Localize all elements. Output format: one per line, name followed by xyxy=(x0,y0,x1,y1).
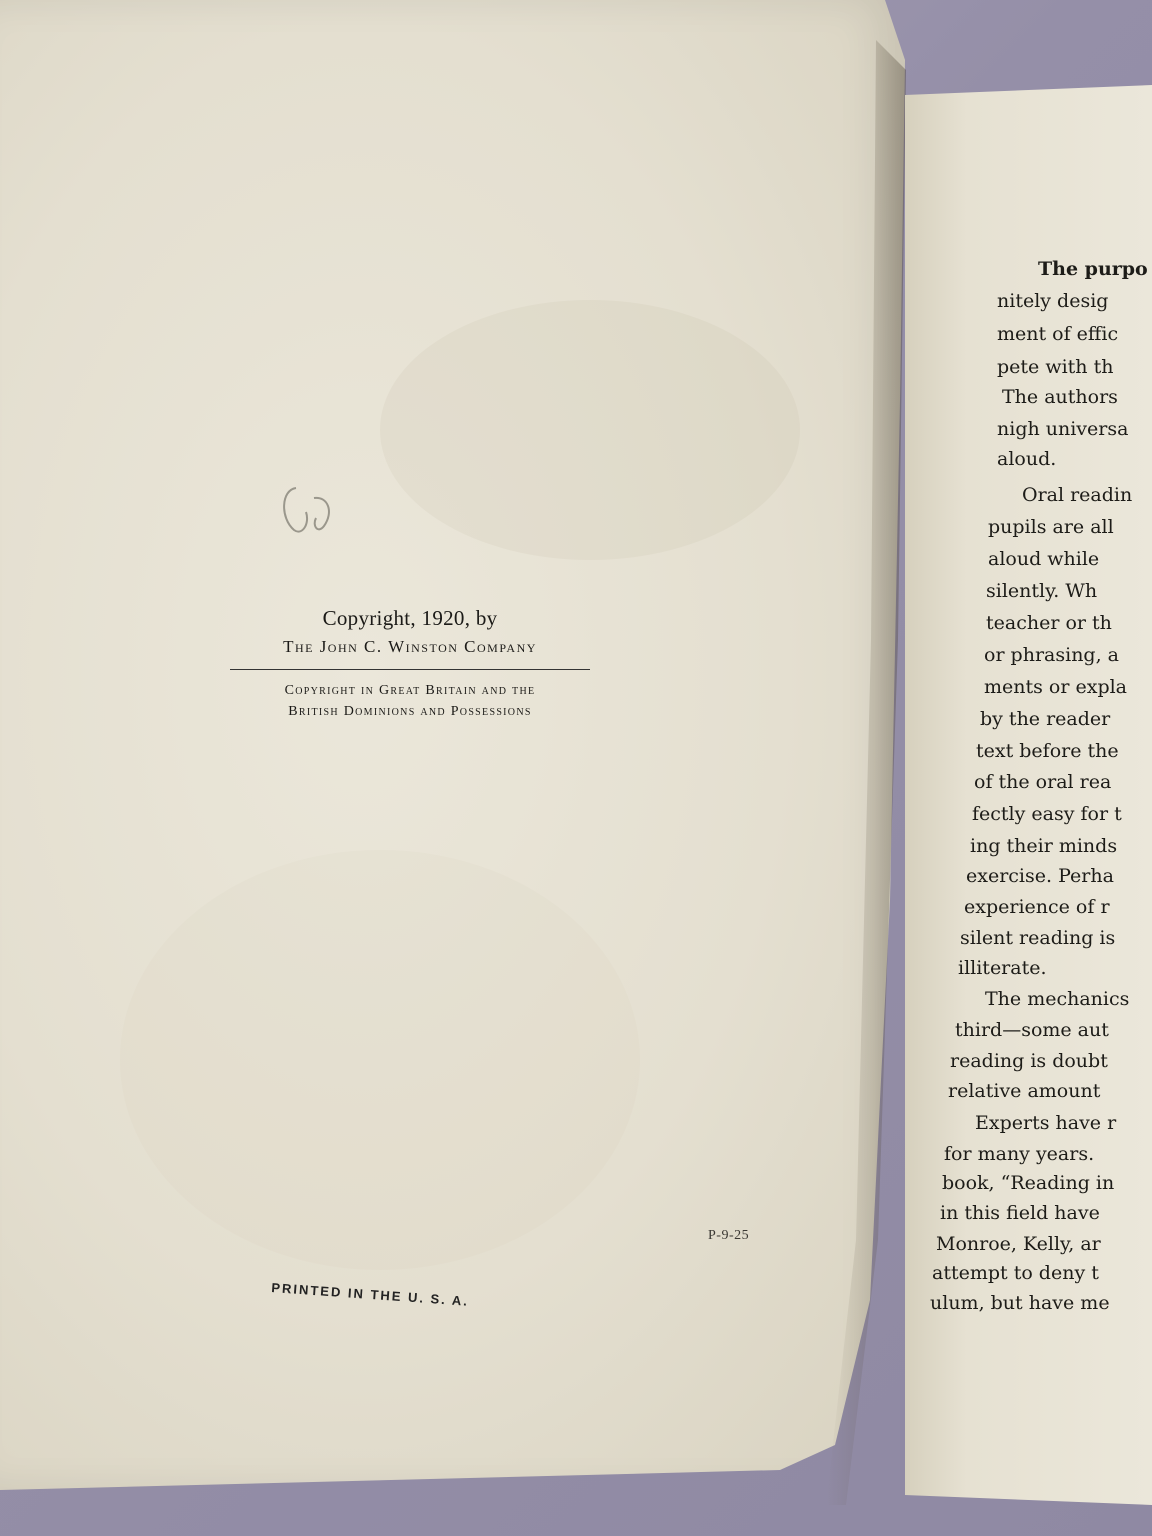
text-line: Oral readin xyxy=(1022,484,1133,506)
text-line: attempt to deny t xyxy=(932,1262,1099,1284)
text-line: experience of r xyxy=(964,896,1110,918)
publisher-name: The John C. Winston Company xyxy=(283,637,537,656)
text-line: pupils are all xyxy=(988,516,1114,538)
text-line: relative amount xyxy=(948,1080,1101,1102)
copyright-line: Copyright, 1920, by xyxy=(322,606,498,630)
text-line: silently. Wh xyxy=(986,580,1098,602)
text-line: nitely desig xyxy=(997,290,1109,312)
print-code: P-9-25 xyxy=(708,1228,750,1243)
text-line: book, “Reading in xyxy=(942,1172,1115,1194)
text-line: The authors xyxy=(1002,386,1118,408)
text-line: ments or expla xyxy=(984,676,1128,698)
text-line: ulum, but have me xyxy=(930,1292,1110,1314)
text-line: pete with th xyxy=(997,356,1114,378)
printed-in-stamp: PRINTED IN THE U. S. A. xyxy=(270,1280,470,1309)
text-line: The mechanics xyxy=(985,988,1130,1010)
text-line: silent reading is xyxy=(960,927,1116,949)
text-line: ing their minds xyxy=(970,835,1118,857)
text-line: text before the xyxy=(976,740,1119,762)
text-line: nigh universa xyxy=(997,418,1129,440)
rights-line-1: Copyright in Great Britain and the xyxy=(284,683,536,698)
copyright-block xyxy=(200,598,620,722)
text-line: Experts have r xyxy=(975,1112,1117,1134)
text-line: of the oral rea xyxy=(974,771,1112,793)
pencil-mark xyxy=(276,478,346,548)
text-line: teacher or th xyxy=(986,612,1112,634)
divider-rule xyxy=(230,669,590,670)
text-line: reading is doubt xyxy=(950,1050,1108,1072)
text-line: or phrasing, a xyxy=(984,644,1120,666)
text-line: aloud while xyxy=(988,548,1100,570)
text-line: The purpo xyxy=(1038,258,1148,280)
text-line: by the reader xyxy=(980,708,1111,730)
text-line: ment of effic xyxy=(997,323,1119,345)
text-line: aloud. xyxy=(997,448,1057,470)
text-line: third—some aut xyxy=(955,1019,1109,1041)
text-line: exercise. Perha xyxy=(966,865,1114,887)
text-line: in this field have xyxy=(940,1202,1100,1224)
text-line: for many years. xyxy=(944,1143,1095,1165)
text-line: Monroe, Kelly, ar xyxy=(936,1233,1101,1255)
text-line: fectly easy for t xyxy=(972,803,1122,825)
rights-line-2: British Dominions and Possessions xyxy=(288,704,532,719)
text-line: illiterate. xyxy=(958,957,1047,979)
